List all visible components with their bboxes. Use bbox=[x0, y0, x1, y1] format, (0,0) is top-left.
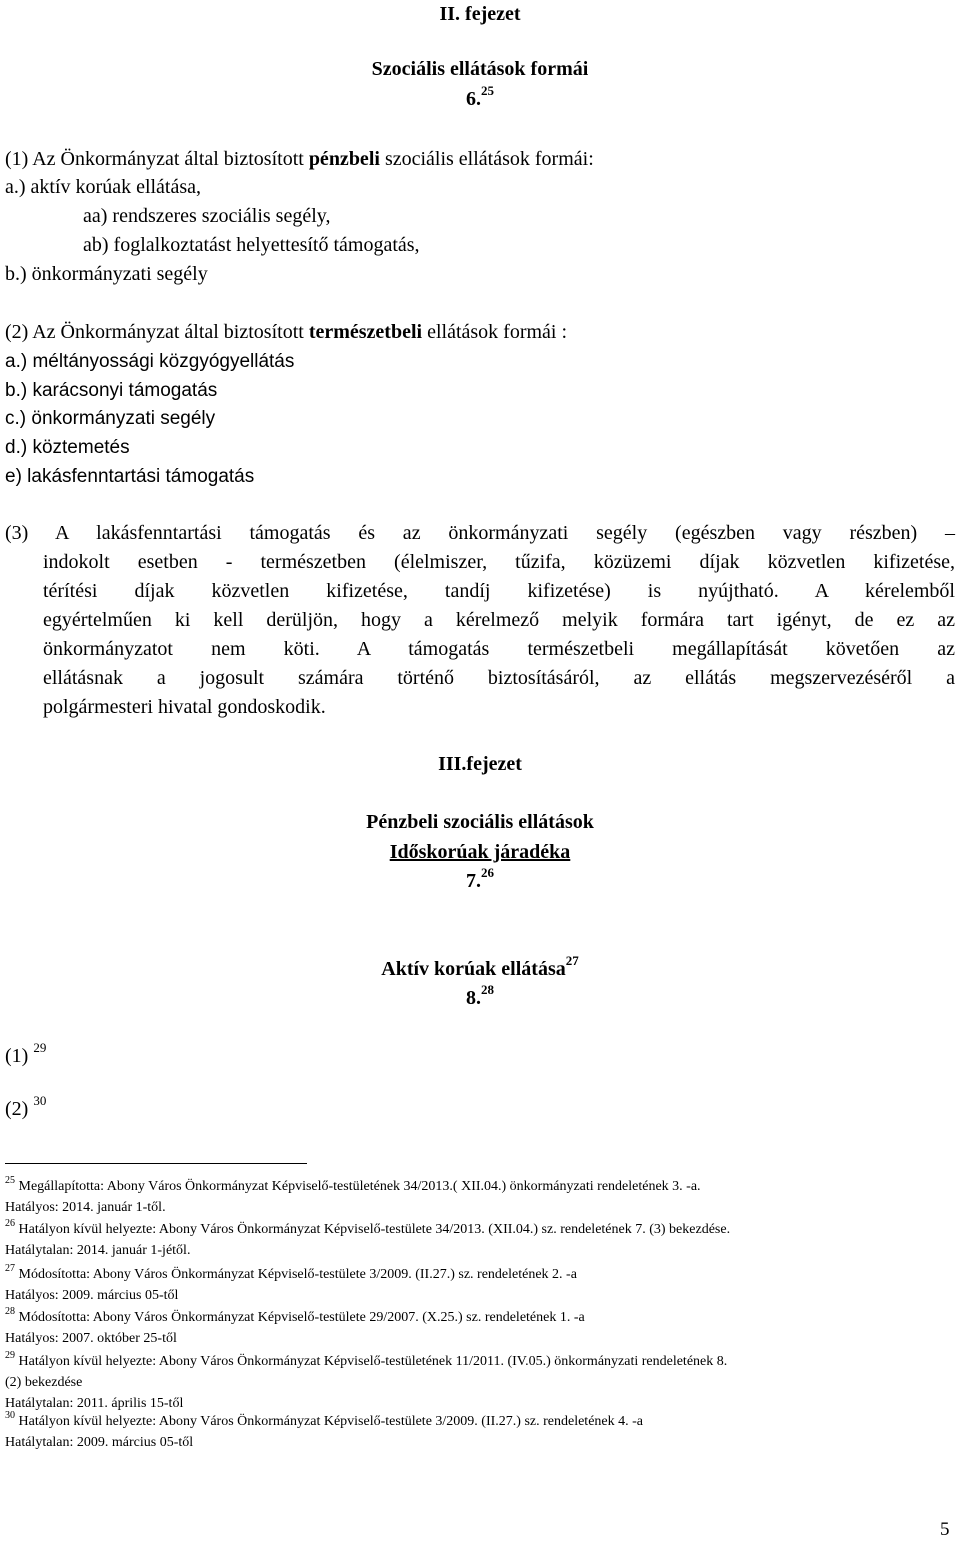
footnote-ref[interactable]: 29 bbox=[33, 1040, 47, 1056]
section-label: 7. bbox=[466, 870, 481, 892]
paragraph-2-intro: (2) Az Önkormányzat által biztosított természetbeli ellátások formái : bbox=[5, 321, 568, 343]
chapter-heading: Szociális ellátások formái bbox=[371, 58, 589, 80]
chapter-title: II. fejezet bbox=[439, 3, 521, 25]
footnote: $^{28}$ Módosította: Abony Város Önkormányzat Képviselő-testülete 29/2007. (X.25.) sz. rendeletének 1. -a bbox=[5, 1306, 585, 1325]
section-number bbox=[0, 867, 960, 896]
paragraph-1-label: (1) $^{29}$ bbox=[5, 1040, 47, 1067]
chapter-title: III.fejezet bbox=[438, 753, 522, 775]
footnote-extra: Hatálytalan: 2011. április 15-től bbox=[5, 1396, 184, 1411]
footnote-extra: Hatálytalan: 2014. január 1-jétől. bbox=[5, 1243, 191, 1258]
paragraph-3-line: térítési díjak közvetlen kifizetése, tandíj kifizetése) is nyújtható. A kérelemből bbox=[43, 580, 955, 602]
list-item: aa) rendszeres szociális segély, bbox=[83, 205, 331, 227]
footnote: $^{30}$ Hatályon kívül helyezte: Abony Város Önkormányzat Képviselő-testülete 3/2009. (II.27.) sz. rendeletének 4. -a bbox=[5, 1410, 643, 1429]
footnote-ref[interactable]: 27 bbox=[565, 953, 579, 969]
footnote-ref[interactable]: 26 bbox=[481, 865, 494, 881]
list-item: a.) méltányossági közgyógyellátás bbox=[5, 351, 295, 372]
section-number bbox=[0, 984, 960, 1013]
paragraph-3-line: egyértelműen ki kell derüljön, hogy a kérelmező melyik formára tart igényt, de ez az bbox=[43, 609, 955, 631]
list-item: ab) foglalkoztatást helyettesítő támogatás, bbox=[83, 234, 420, 256]
list-item: b.) önkormányzati segély bbox=[5, 263, 208, 285]
footnote: $^{27}$ Módosította: Abony Város Önkormányzat Képviselő-testülete 3/2009. (II.27.) sz. rendeletének 2. -a bbox=[5, 1263, 577, 1282]
list-item: e) lakásfenntartási támogatás bbox=[5, 466, 255, 487]
footnote-extra: Hatályos: 2009. március 05-től bbox=[5, 1288, 179, 1303]
footnote-ref[interactable]: 30 bbox=[33, 1093, 47, 1109]
footnote-extra: Hatálytalan: 2009. március 05-től bbox=[5, 1435, 194, 1450]
subheading: Időskorúak járadéka bbox=[389, 841, 571, 863]
footnote-extra: Hatályos: 2007. október 25-től bbox=[5, 1331, 177, 1346]
footnote: $^{29}$ Hatályon kívül helyezte: Abony Város Önkormányzat Képviselő-testületének 11/2011. (IV.05.) önkormányzati rendeletének 8. bbox=[5, 1350, 728, 1369]
list-item: d.) köztemetés bbox=[5, 437, 130, 458]
section-number bbox=[0, 85, 960, 114]
list-item: c.) önkormányzati segély bbox=[5, 408, 216, 429]
paragraph-3-line: polgármesteri hivatal gondoskodik. bbox=[43, 696, 326, 718]
footnote: $^{26}$ Hatályon kívül helyezte: Abony Város Önkormányzat Képviselő-testülete 34/2013. (XII.04.) sz. rendeletének 7. (3) bekezdése. bbox=[5, 1218, 731, 1237]
footnote-separator bbox=[5, 1163, 307, 1164]
footnote-ref[interactable]: 25 bbox=[481, 83, 494, 99]
footnote-ref[interactable]: 28 bbox=[481, 982, 494, 998]
list-item: a.) aktív korúak ellátása, bbox=[5, 176, 202, 198]
list-item: b.) karácsonyi támogatás bbox=[5, 380, 218, 401]
paragraph-3-line: ellátásnak a jogosult számára történő biztosításáról, az ellátás megszervezéséről a bbox=[43, 667, 955, 689]
paragraph-1-intro: (1) Az Önkormányzat által biztosított pénzbeli szociális ellátások formái: bbox=[5, 148, 594, 170]
paragraph-3-line: önkormányzatot nem köti. A támogatás természetbeli megállapítását követően az bbox=[43, 638, 955, 660]
section-label: 6. bbox=[466, 88, 481, 110]
footnote-extra: (2) bekezdése bbox=[5, 1375, 83, 1390]
paragraph-3-line: (3) A lakásfenntartási támogatás és az önkormányzati segély (egészben vagy részben) – bbox=[5, 522, 955, 544]
footnote-extra: Hatályos: 2014. január 1-től. bbox=[5, 1200, 166, 1215]
section-label: 8. bbox=[466, 987, 481, 1009]
section-heading: Aktív korúak ellátása$^{27}$ bbox=[381, 953, 579, 980]
chapter-heading: Pénzbeli szociális ellátások bbox=[366, 811, 594, 833]
paragraph-2-label: (2) $^{30}$ bbox=[5, 1093, 47, 1120]
paragraph-3-line: indokolt esetben - természetben (élelmiszer, tűzifa, közüzemi díjak közvetlen kifizetése, bbox=[43, 551, 955, 573]
footnote: $^{25}$ Megállapította: Abony Város Önkormányzat Képviselő-testületének 34/2013.( XII.04.) önkormányzati rendeletének 3. -a. bbox=[5, 1175, 701, 1194]
page-number: 5 bbox=[940, 1519, 950, 1540]
